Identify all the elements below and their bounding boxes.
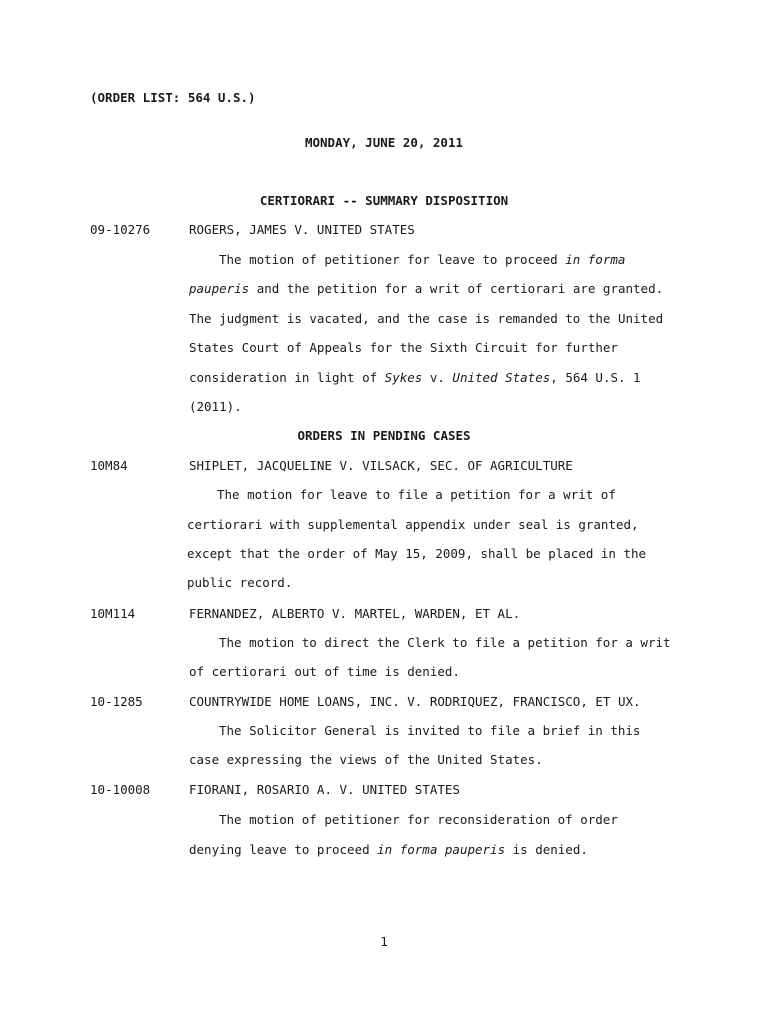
page-number: 1 bbox=[380, 934, 388, 949]
section-heading-pending: ORDERS IN PENDING CASES bbox=[297, 428, 471, 443]
section-heading-certiorari: CERTIORARI -- SUMMARY DISPOSITION bbox=[259, 193, 509, 208]
case-number: 10-10008 bbox=[90, 782, 151, 797]
order-text-line: denying leave to proceed in forma pauperis is denied. bbox=[189, 842, 588, 857]
order-text-line: except that the order of May 15, 2009, shall be placed in the bbox=[187, 546, 647, 561]
order-text-line: The motion of petitioner for leave to proceed in forma bbox=[219, 252, 626, 267]
case-title: FERNANDEZ, ALBERTO V. MARTEL, WARDEN, ET AL. bbox=[189, 606, 521, 621]
order-text-line: The motion for leave to file a petition for a writ of bbox=[217, 487, 616, 502]
order-text-line: consideration in light of Sykes v. United States, 564 U.S. 1 bbox=[189, 370, 641, 385]
case-number: 10M84 bbox=[90, 458, 128, 473]
order-text-line: (2011). bbox=[189, 399, 242, 414]
order-text-line: case expressing the views of the United States. bbox=[189, 752, 543, 767]
case-number: 10M114 bbox=[90, 606, 136, 621]
case-title: COUNTRYWIDE HOME LOANS, INC. V. RODRIQUEZ, FRANCISCO, ET UX. bbox=[189, 694, 641, 709]
case-title: SHIPLET, JACQUELINE V. VILSACK, SEC. OF AGRICULTURE bbox=[189, 458, 573, 473]
order-text-line: public record. bbox=[187, 575, 293, 590]
order-text-line: The motion to direct the Clerk to file a petition for a writ bbox=[219, 635, 671, 650]
order-text-line: The judgment is vacated, and the case is remanded to the United bbox=[189, 311, 664, 326]
order-text-line: of certiorari out of time is denied. bbox=[189, 664, 460, 679]
case-number: 10-1285 bbox=[90, 694, 143, 709]
case-title: FIORANI, ROSARIO A. V. UNITED STATES bbox=[189, 782, 460, 797]
order-date: MONDAY, JUNE 20, 2011 bbox=[304, 135, 464, 150]
order-text-line: certiorari with supplemental appendix under seal is granted, bbox=[187, 517, 639, 532]
order-text-line: pauperis and the petition for a writ of certiorari are granted. bbox=[189, 281, 664, 296]
order-text-line: States Court of Appeals for the Sixth Circuit for further bbox=[189, 340, 618, 355]
order-text-line: The motion of petitioner for reconsideration of order bbox=[219, 812, 618, 827]
order-list-label: (ORDER LIST: 564 U.S.) bbox=[90, 90, 256, 105]
order-text-line: The Solicitor General is invited to file a brief in this bbox=[219, 723, 641, 738]
case-number: 09-10276 bbox=[90, 222, 151, 237]
case-title: ROGERS, JAMES V. UNITED STATES bbox=[189, 222, 415, 237]
